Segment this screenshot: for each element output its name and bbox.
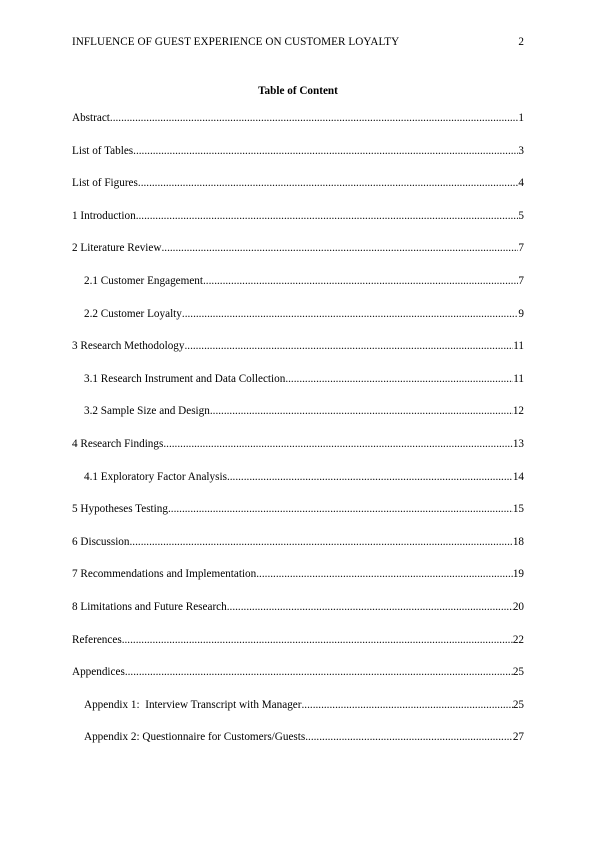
dot-leader <box>133 144 518 158</box>
toc-entry[interactable] <box>72 404 524 437</box>
dot-leader <box>227 470 513 484</box>
toc-entry-page: 7 <box>518 274 524 287</box>
toc-entry-label: 1 Introduction <box>72 209 136 222</box>
toc-entry[interactable] <box>72 372 524 405</box>
toc-entry-label: 5 Hypotheses Testing <box>72 503 168 516</box>
dot-leader <box>161 241 518 255</box>
toc-entry[interactable] <box>72 567 524 600</box>
toc-entry-label: 7 Recommendations and Implementation <box>72 568 257 581</box>
toc-entry-label: 6 Discussion <box>72 535 130 548</box>
dot-leader <box>256 567 513 581</box>
dot-leader <box>305 730 513 744</box>
toc-entry-page: 27 <box>512 731 524 744</box>
dot-leader <box>163 437 512 451</box>
dot-leader <box>184 339 513 353</box>
dot-leader <box>168 502 513 516</box>
toc-entry[interactable] <box>72 698 524 731</box>
toc-entry[interactable] <box>72 144 524 177</box>
page-header <box>72 35 524 49</box>
toc-entry-label: List of Tables <box>72 144 134 157</box>
dot-leader <box>227 600 513 614</box>
toc-entry-page: 9 <box>518 307 524 320</box>
toc-entry-page: 18 <box>512 535 524 548</box>
table-of-contents <box>72 111 524 763</box>
toc-entry-label: 8 Limitations and Future Research <box>72 600 227 613</box>
toc-entry[interactable] <box>72 241 524 274</box>
toc-entry[interactable] <box>72 600 524 633</box>
toc-entry[interactable] <box>72 730 524 763</box>
toc-entry-label: 2 Literature Review <box>72 242 162 255</box>
page-number: 2 <box>518 36 524 48</box>
dot-leader <box>130 535 513 549</box>
toc-entry-page: 3 <box>518 144 524 157</box>
toc-entry-page: 4 <box>518 177 524 190</box>
toc-entry-label: Appendix 1: Interview Transcript with Manager <box>84 698 302 711</box>
toc-entry-label: References <box>72 633 122 646</box>
dot-leader <box>203 274 518 288</box>
toc-entry[interactable] <box>72 339 524 372</box>
toc-entry-label: Appendix 2: Questionnaire for Customers/Guests <box>84 731 306 744</box>
toc-entry[interactable] <box>72 209 524 242</box>
toc-entry[interactable] <box>72 665 524 698</box>
dot-leader <box>122 633 513 647</box>
toc-entry-page: 11 <box>513 340 524 353</box>
toc-entry-label: Appendices <box>72 666 125 679</box>
toc-entry-page: 11 <box>513 372 524 385</box>
toc-entry-label: 2.1 Customer Engagement <box>84 274 203 287</box>
toc-entry-label: 3 Research Methodology <box>72 340 185 353</box>
toc-entry[interactable] <box>72 470 524 503</box>
toc-entry-label: List of Figures <box>72 177 138 190</box>
toc-entry[interactable] <box>72 111 524 144</box>
toc-entry[interactable] <box>72 274 524 307</box>
toc-entry-page: 19 <box>512 568 524 581</box>
dot-leader <box>285 372 513 386</box>
dot-leader <box>125 665 513 679</box>
toc-entry-page: 1 <box>518 112 524 124</box>
toc-entry-label: Abstract <box>72 112 110 124</box>
toc-entry[interactable] <box>72 633 524 666</box>
toc-entry-label: 3.1 Research Instrument and Data Collection <box>84 372 286 385</box>
toc-entry-label: 4.1 Exploratory Factor Analysis <box>84 470 227 483</box>
toc-entry-page: 20 <box>512 600 524 613</box>
toc-heading: Table of Content <box>258 85 338 97</box>
toc-entry-label: 2.2 Customer Loyalty <box>84 307 182 320</box>
toc-entry[interactable] <box>72 307 524 340</box>
dot-leader <box>136 209 519 223</box>
toc-entry-page: 7 <box>518 242 524 255</box>
toc-entry[interactable] <box>72 437 524 470</box>
toc-entry-label: 4 Research Findings <box>72 437 164 450</box>
toc-entry[interactable] <box>72 502 524 535</box>
toc-entry-page: 25 <box>512 666 524 679</box>
toc-entry-page: 25 <box>512 698 524 711</box>
toc-entry-label: 3.2 Sample Size and Design <box>84 405 210 418</box>
toc-entry[interactable] <box>72 176 524 209</box>
dot-leader <box>182 307 519 321</box>
running-title: INFLUENCE OF GUEST EXPERIENCE ON CUSTOMER LOYALTY <box>72 36 400 48</box>
dot-leader <box>210 404 513 418</box>
toc-entry-page: 12 <box>512 405 524 418</box>
toc-entry-page: 13 <box>512 437 524 450</box>
dot-leader <box>110 111 519 125</box>
dot-leader <box>138 176 519 190</box>
toc-entry-page: 14 <box>512 470 524 483</box>
toc-entry-page: 15 <box>512 503 524 516</box>
toc-entry-page: 5 <box>518 209 524 222</box>
dot-leader <box>302 698 513 712</box>
toc-entry[interactable] <box>72 535 524 568</box>
toc-entry-page: 22 <box>512 633 524 646</box>
